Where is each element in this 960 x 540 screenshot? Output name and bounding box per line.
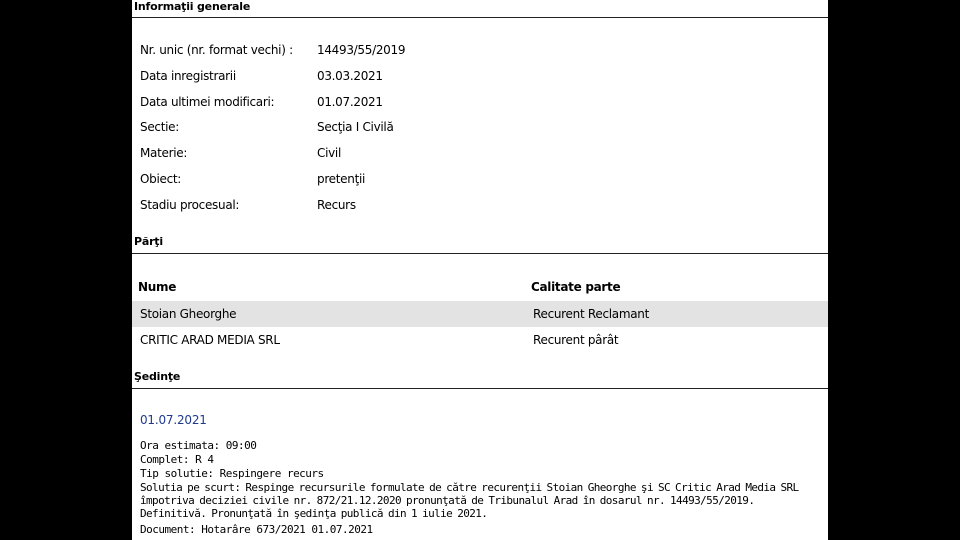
field-value: pretenţii bbox=[317, 172, 366, 186]
field-value: Civil bbox=[317, 146, 341, 160]
field-label: Stadiu procesual: bbox=[140, 198, 240, 212]
field-label: Data inregistrarii bbox=[140, 69, 236, 83]
party-quality: Recurent pârât bbox=[533, 333, 619, 347]
hearing-time: Ora estimata: 09:00 bbox=[140, 439, 257, 452]
table-row bbox=[132, 301, 828, 327]
section-title-parties: Părţi bbox=[134, 235, 163, 248]
hearing-solution-summary: Solutia pe scurt: Respinge recursurile formulate de către recurenţii Stoian Gheorghe şi SC Critic Arad Media SRL împotriva deciziei civile nr. 872/21.12.2020 pronunţată de Tribunalul Arad în dosarul nr. 14493/55/2019. Definitivă. Pronunţată în şedinţa publică din 1 iulie 2021. bbox=[140, 481, 799, 520]
party-name: Stoian Gheorghe bbox=[140, 307, 237, 321]
section-divider bbox=[132, 388, 828, 389]
field-label: Data ultimei modificari: bbox=[140, 95, 275, 109]
hearing-date: 01.07.2021 bbox=[140, 413, 207, 427]
field-label: Materie: bbox=[140, 146, 188, 160]
column-header-name: Nume bbox=[138, 280, 177, 294]
field-label: Nr. unic (nr. format vechi) : bbox=[140, 43, 293, 57]
section-divider bbox=[132, 253, 828, 254]
party-name: CRITIC ARAD MEDIA SRL bbox=[140, 333, 280, 347]
field-label: Obiect: bbox=[140, 172, 182, 186]
case-details-page bbox=[132, 0, 828, 540]
party-quality: Recurent Reclamant bbox=[533, 307, 649, 321]
section-title-general: Informaţii generale bbox=[134, 0, 251, 13]
hearing-panel: Complet: R 4 bbox=[140, 453, 214, 466]
field-value: 14493/55/2019 bbox=[317, 43, 406, 57]
column-header-quality: Calitate parte bbox=[531, 280, 621, 294]
section-title-hearings: Şedinţe bbox=[134, 370, 181, 383]
field-value: 01.07.2021 bbox=[317, 95, 383, 109]
field-value: Secţia I Civilă bbox=[317, 120, 394, 134]
hearing-document: Document: Hotarâre 673/2021 01.07.2021 bbox=[140, 523, 373, 536]
table-row bbox=[132, 327, 828, 353]
field-value: 03.03.2021 bbox=[317, 69, 383, 83]
hearing-solution-type: Tip solutie: Respingere recurs bbox=[140, 467, 324, 480]
section-divider bbox=[132, 17, 828, 18]
field-value: Recurs bbox=[317, 198, 356, 212]
field-label: Sectie: bbox=[140, 120, 179, 134]
